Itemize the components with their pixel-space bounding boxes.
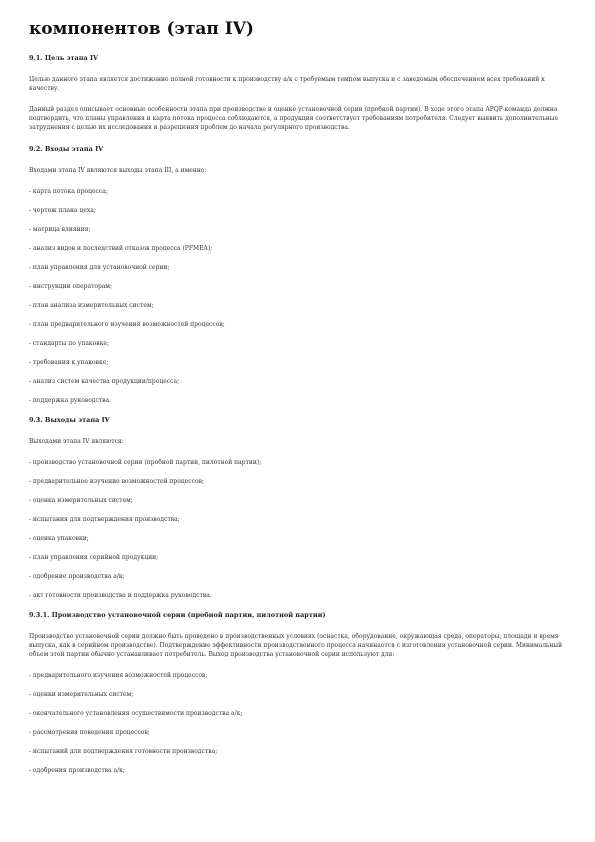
list-item: - оценка измерительных систем; (29, 497, 133, 504)
page-title: компонентов (этап IV) (29, 19, 254, 39)
list-item: - акт готовности производства и поддержка руководства. (29, 592, 212, 599)
list-item: - план управления серийной продукции; (29, 554, 159, 561)
section-heading: 9.2. Входы этапа IV (29, 145, 104, 153)
document-body (29, 53, 566, 775)
list-item: - план управления для установочной серии; (29, 264, 170, 271)
list-item: - рассмотрения поведения процессов; (29, 729, 150, 736)
list-item: - план предварительного изучения возможностей процессов; (29, 321, 225, 328)
list-item: - анализ систем качества продукции/процесса; (29, 378, 180, 385)
paragraph: Входами этапа IV являются выходы этапа III, а именно: (29, 167, 207, 174)
list-item: - производство установочной серии (пробной партии, пилотной партии); (29, 459, 262, 466)
list-item: - окончательного установления осуществимости производства а/к; (29, 710, 243, 717)
list-item: - оценка упаковки; (29, 535, 89, 542)
list-item: - предварительное изучение возможностей процессов; (29, 478, 205, 485)
section-heading: 9.3.1. Производство установочной серии (пробной партии, пилотной партии) (29, 611, 326, 619)
paragraph: Производство установочной серии должно быть проведено в производственных условиях (оснастка, оборудование, окружающая среда, операторы, площади и время выпуска, как в серийном производстве). Подтверждение эффективности производственного процесса начинается с изготовления установочной серии. Минимальный объем этой партии обычно устанавливает потребитель. Выход производства установочной серии используют для: (29, 633, 563, 658)
list-item: - одобрение производства а/к; (29, 573, 125, 580)
list-item: - требования к упаковке; (29, 359, 109, 366)
list-item: - предварительного изучения возможностей процессов; (29, 672, 208, 679)
paragraph: Данный раздел описывает основные особенности этапа при производстве и оценке установочной серии (пробной партии). В ходе этого этапа APQP-команда должна подтвердить, что планы управления и карта потока процесса соблюдаются, а продукция соответствует требованиям потребителя. Следует выявить дополнительные затруднения с целью их исследования и разрешения проблем до начала регулярного производства. (29, 106, 559, 131)
list-item: - план анализа измерительных систем; (29, 302, 154, 309)
list-item: - одобрения производства а/к; (29, 767, 125, 774)
list-item: - карта потока процесса; (29, 188, 108, 195)
list-item: - матрица влияния; (29, 226, 91, 233)
list-item: - поддержка руководства. (29, 397, 112, 404)
list-item: - инструкции операторам; (29, 283, 113, 290)
section-heading: 9.3. Выходы этапа IV (29, 416, 110, 424)
list-item: - испытаний для подтверждения готовности производства; (29, 748, 218, 755)
list-item: - стандарты по упаковке; (29, 340, 109, 347)
paragraph: Выходами этапа IV являются: (29, 438, 124, 445)
section-heading: 9.1. Цель этапа IV (29, 54, 99, 62)
list-item: - оценки измерительных систем; (29, 691, 134, 698)
paragraph: Целью данного этапа является достижение полной готовности к производству а/к с требуемым темпом выпуска и с заведомым обеспечением всех требований к качеству. (29, 76, 545, 92)
list-item: - чертеж плана цеха; (29, 207, 96, 214)
list-item: - испытания для подтверждения производства; (29, 516, 180, 523)
list-item: - анализ видов и последствий отказов процесса (PFMEA); (29, 245, 213, 252)
